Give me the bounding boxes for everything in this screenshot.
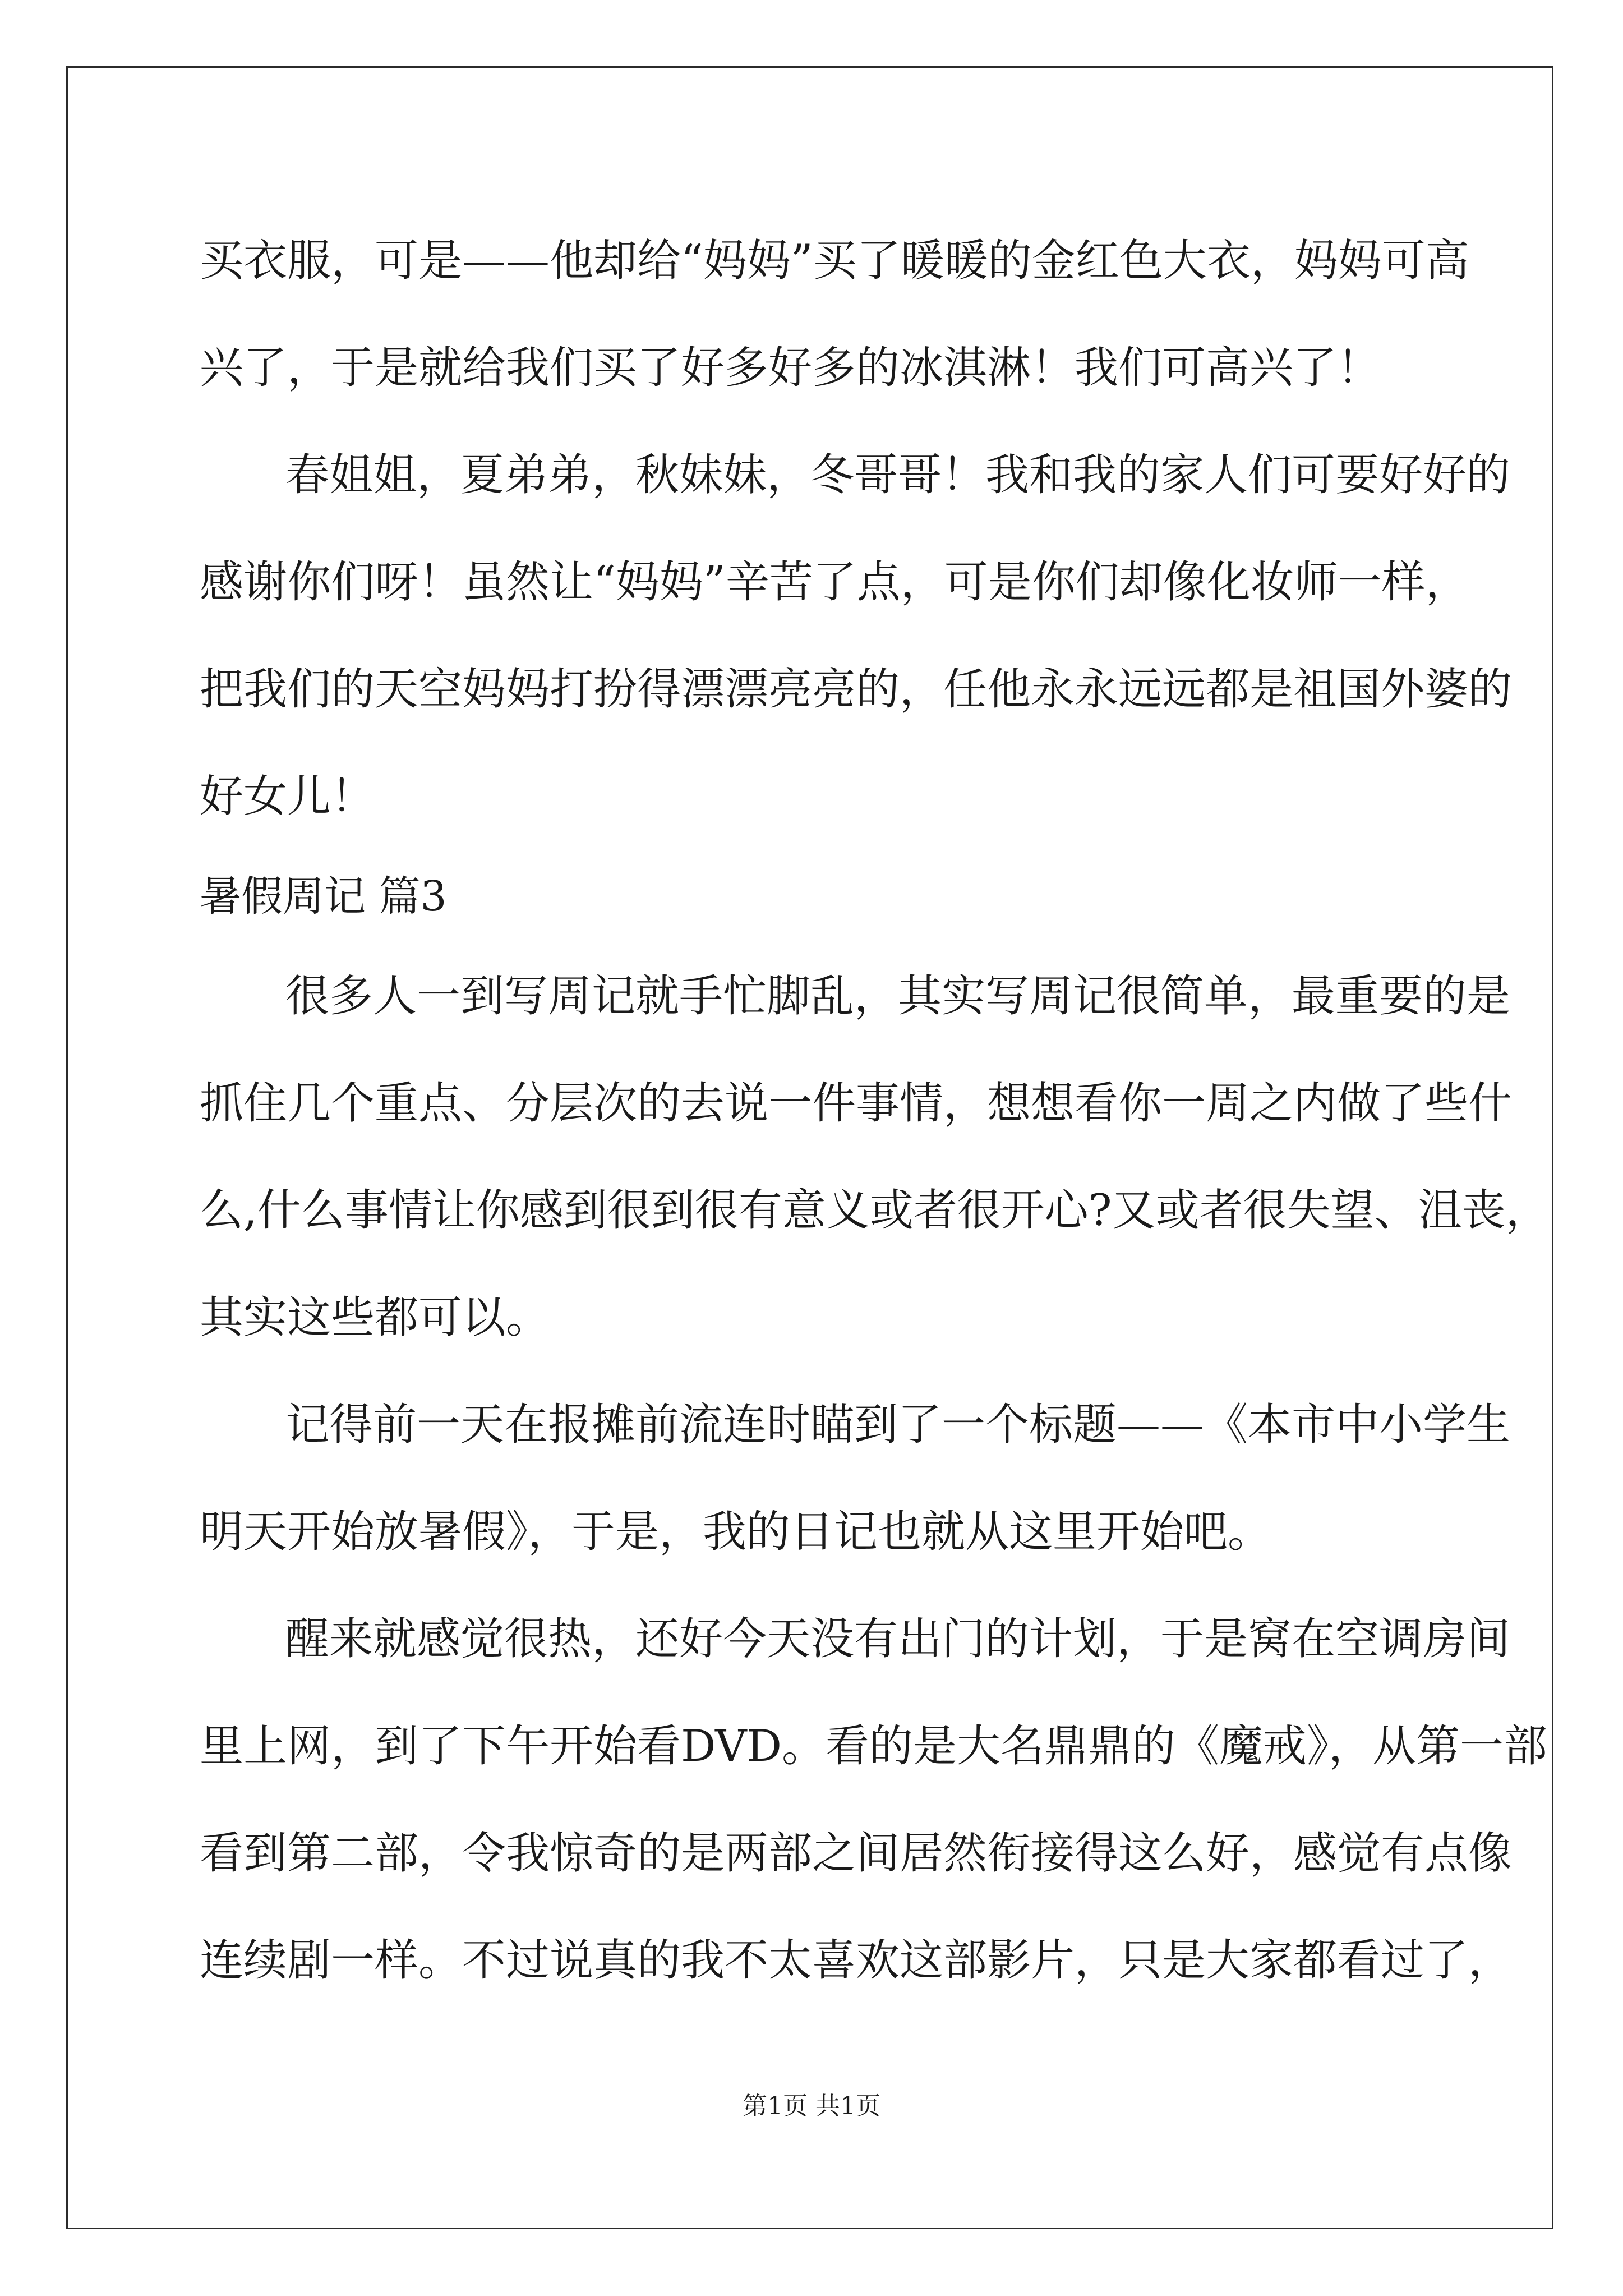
- text-line: 抓住几个重点、分层次的去说一件事情，想想看你一周之内做了些什: [200, 1078, 1513, 1129]
- text-line: 把我们的天空妈妈打扮得漂漂亮亮的，任他永永远远都是祖国外婆的: [200, 664, 1513, 715]
- text-line: 看到第二部，令我惊奇的是两部之间居然衔接得这么好，感觉有点像: [200, 1828, 1513, 1879]
- paragraph-first-line: 记得前一天在报摊前流连时瞄到了一个标题——《本市中小学生: [285, 1400, 1511, 1450]
- paragraph-first-line: 很多人一到写周记就手忙脚乱，其实写周记很简单，最重要的是: [285, 971, 1511, 1022]
- text-line: 么,什么事情让你感到很到很有意义或者很开心?又或者很失望、沮丧，: [200, 1185, 1550, 1236]
- text-line: 连续剧一样。不过说真的我不太喜欢这部影片，只是大家都看过了，: [200, 1935, 1513, 1986]
- page-footer: 第1页 共1页: [743, 2092, 880, 2120]
- text-line: 明天开始放暑假》，于是，我的日记也就从这里开始吧。: [200, 1507, 1272, 1557]
- text-line: 好女儿！: [200, 771, 375, 822]
- document-body: [200, 208, 1550, 2014]
- section-heading: 暑假周记 篇3: [200, 872, 447, 921]
- text-line: 其实这些都可以。: [200, 1292, 550, 1343]
- paragraph-first-line: 醒来就感觉很热，还好今天没有出门的计划，于是窝在空调房间: [285, 1614, 1511, 1664]
- text-line: 兴了，于是就给我们买了好多好多的冰淇淋！我们可高兴了！: [200, 343, 1381, 393]
- text-line: 里上网，到了下午开始看DVD。看的是大名鼎鼎的《魔戒》，从第一部: [200, 1721, 1548, 1772]
- text-line: 感谢你们呀！虽然让“妈妈”辛苦了点，可是你们却像化妆师一样，: [200, 557, 1469, 608]
- text-line: 买衣服，可是——他却给“妈妈”买了暖暖的金红色大衣，妈妈可高: [200, 236, 1469, 286]
- paragraph-first-line: 春姐姐，夏弟弟，秋妹妹，冬哥哥！我和我的家人们可要好好的: [285, 450, 1511, 500]
